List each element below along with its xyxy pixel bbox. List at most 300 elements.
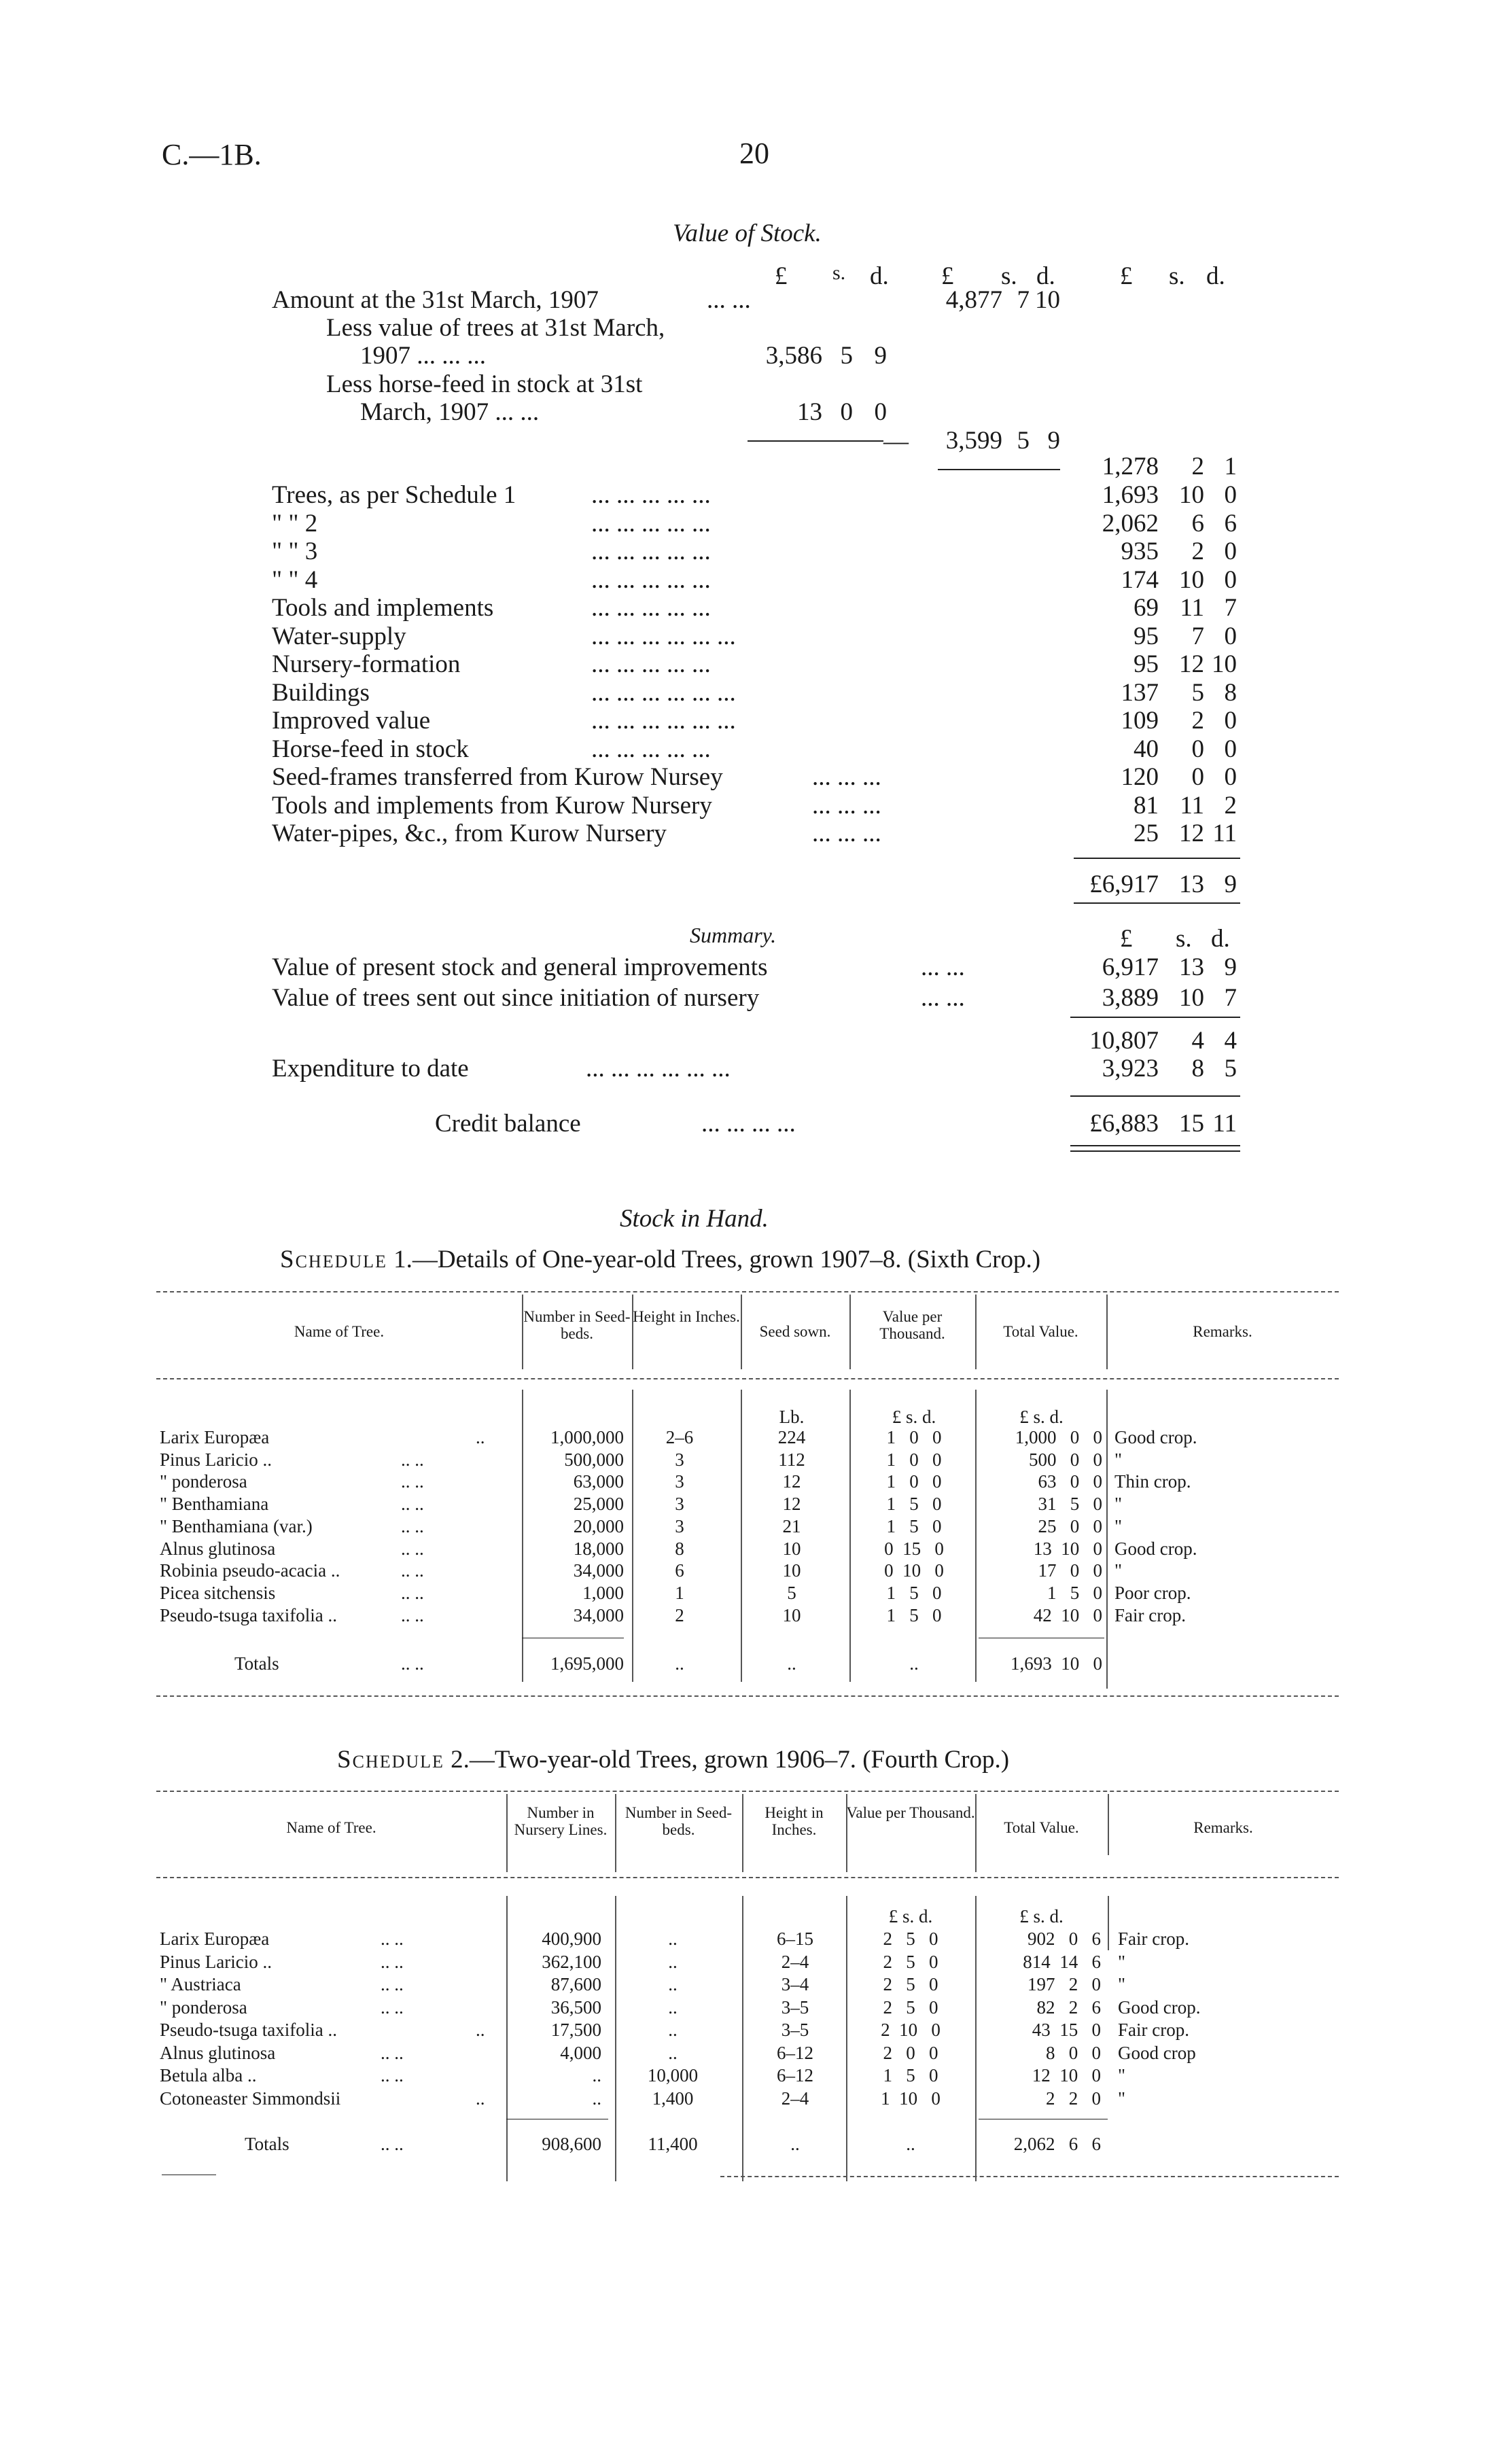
amount-dots: ... ... bbox=[707, 286, 751, 314]
schedule2-total: 8 0 0 bbox=[1046, 2042, 1101, 2063]
schedule1-remarks: " bbox=[1114, 1515, 1123, 1536]
schedule1-total: 31 5 0 bbox=[1038, 1494, 1102, 1515]
schedule1-leader-dots: .. .. bbox=[401, 1604, 424, 1625]
less-total-shillings: 5 bbox=[1017, 427, 1030, 455]
schedule1-total: 25 0 0 bbox=[1038, 1515, 1102, 1536]
schedule2-tree-name: Betula alba .. bbox=[160, 2065, 257, 2085]
schedule1-tree-name: " Benthamiana bbox=[160, 1494, 269, 1515]
schedule2-bottom-rule bbox=[720, 2176, 1339, 2177]
expenditure-pence: 5 bbox=[1224, 1055, 1237, 1083]
stock-item-dots: ... ... ... ... ... ... bbox=[591, 707, 736, 735]
schedule1-remarks: " bbox=[1114, 1449, 1123, 1470]
credit-double-rule-1 bbox=[1070, 1145, 1240, 1146]
schedule2-value: 2 5 0 bbox=[883, 1996, 938, 2018]
schedule2-column-divider bbox=[846, 1896, 847, 2181]
schedule1-value: 1 5 0 bbox=[886, 1582, 942, 1603]
schedule2-lines: 87,600 bbox=[550, 1974, 601, 1994]
schedule1-tree-name: " ponderosa bbox=[160, 1471, 247, 1492]
schedule2-header: Value per Thousand. bbox=[846, 1804, 975, 1821]
amount-pounds: 4,877 bbox=[945, 286, 1002, 314]
schedule1-value: 1 5 0 bbox=[886, 1494, 942, 1515]
schedule2-leader-dots: .. .. bbox=[381, 1951, 404, 1972]
stock-item-pounds: 935 bbox=[1121, 538, 1159, 565]
stock-item-dots: ... ... ... ... ... bbox=[591, 565, 711, 594]
schedule2-height: 6–15 bbox=[777, 1929, 813, 1949]
schedule1-seed: 12 bbox=[782, 1494, 801, 1515]
schedule2-beds: .. bbox=[668, 1996, 678, 2018]
schedule2-lines: 362,100 bbox=[542, 1951, 601, 1972]
schedule1-header: Value per Thousand. bbox=[879, 1308, 945, 1342]
schedule1-seed: 224 bbox=[777, 1427, 806, 1447]
stock-item-dots: ... ... ... ... ... bbox=[591, 509, 711, 538]
schedule2-header-divider bbox=[975, 1794, 977, 1872]
stock-item-pence: 0 bbox=[1224, 763, 1237, 791]
schedule1-seed: 112 bbox=[778, 1449, 805, 1470]
stock-item-pounds: 137 bbox=[1121, 678, 1159, 707]
less-total-pence: 9 bbox=[1047, 427, 1060, 455]
schedule1-height: 3 bbox=[675, 1471, 684, 1492]
schedule2-height: 3–5 bbox=[781, 2020, 809, 2040]
stock-item-shillings: 10 bbox=[1179, 481, 1204, 509]
expenditure-pounds: 3,923 bbox=[1102, 1055, 1159, 1083]
schedule2-remarks: " bbox=[1118, 2088, 1126, 2109]
schedule2-total: 2 2 0 bbox=[1046, 2088, 1101, 2109]
schedule1-number: 34,000 bbox=[573, 1560, 624, 1581]
schedule1-number: 1,000 bbox=[582, 1582, 624, 1603]
schedule1-value: 0 10 0 bbox=[884, 1560, 944, 1581]
page-number: 20 bbox=[739, 137, 769, 170]
schedule1-remarks: " bbox=[1114, 1560, 1123, 1581]
schedule1-totals-label: Totals bbox=[234, 1653, 279, 1674]
schedule1-leader-dots: .. .. bbox=[401, 1582, 424, 1603]
summary-subtotal-pounds: 10,807 bbox=[1089, 1027, 1159, 1055]
schedule2-remarks: Good crop. bbox=[1118, 1996, 1201, 2018]
schedule2-leader-dots: .. .. bbox=[381, 2042, 404, 2063]
less-horse-line2: March, 1907 ... ... bbox=[360, 398, 540, 426]
schedule1-value: 1 5 0 bbox=[886, 1515, 942, 1536]
schedule1-header-divider bbox=[632, 1295, 633, 1369]
schedule1-leader-dots: .. .. bbox=[401, 1653, 424, 1674]
summary-row-pounds: 6,917 bbox=[1102, 953, 1159, 981]
stock-item-shillings: 12 bbox=[1179, 650, 1204, 678]
schedule2-lines: .. bbox=[592, 2065, 601, 2085]
schedule1-remarks: Thin crop. bbox=[1114, 1471, 1191, 1492]
stock-item-pounds: 95 bbox=[1134, 622, 1159, 650]
schedule1-unit-value: £ s. d. bbox=[892, 1407, 936, 1427]
less-horse-line1: Less horse-feed in stock at 31st bbox=[326, 370, 643, 398]
stock-item-pounds: 81 bbox=[1134, 791, 1159, 820]
total-pence: 9 bbox=[1224, 870, 1237, 898]
amount-label: Amount at the 31st March, 1907 bbox=[272, 286, 599, 314]
stock-item-shillings: 11 bbox=[1180, 791, 1204, 820]
balance-pounds: 1,278 bbox=[1102, 453, 1159, 480]
stock-item-label: Water-pipes, &c., from Kurow Nursery bbox=[272, 820, 667, 847]
schedule1-remarks: Poor crop. bbox=[1114, 1582, 1191, 1603]
schedule1-height: 6 bbox=[675, 1560, 684, 1581]
stock-item-pence: 6 bbox=[1224, 509, 1237, 538]
schedule1-totals-total: 1,693 10 0 bbox=[1011, 1653, 1102, 1674]
summary-row-dots: ... ... bbox=[921, 953, 965, 981]
schedule2-header-divider bbox=[506, 1794, 508, 1872]
schedule2-beds: .. bbox=[668, 1974, 678, 1994]
stock-item-dots: ... ... ... bbox=[812, 763, 881, 791]
less-trees-pounds: 3,586 bbox=[765, 342, 822, 370]
less-trees-shillings: 5 bbox=[840, 342, 853, 370]
stock-item-label: " " 2 bbox=[272, 509, 318, 538]
schedule2-value: 2 5 0 bbox=[883, 1974, 938, 1994]
schedule1-leader-dots: .. .. bbox=[401, 1538, 424, 1559]
credit-rule bbox=[1070, 1095, 1240, 1097]
stock-item-dots: ... ... ... ... ... bbox=[591, 735, 711, 763]
schedule2-lines: 36,500 bbox=[550, 1996, 601, 2018]
schedule2-height: 6–12 bbox=[777, 2042, 813, 2063]
stock-item-shillings: 0 bbox=[1191, 735, 1204, 763]
stock-item-dots: ... ... ... bbox=[812, 820, 881, 847]
schedule2-leader-dots: .. .. bbox=[381, 1996, 404, 2018]
schedule2-unit-total: £ s. d. bbox=[1019, 1906, 1064, 1926]
document-code: C.—1B. bbox=[162, 138, 262, 171]
schedule1-height: 1 bbox=[675, 1582, 684, 1603]
schedule2-leader-dots: .. bbox=[476, 2088, 485, 2109]
schedule2-lines: 400,900 bbox=[542, 1929, 601, 1949]
schedule1-header: Seed sown. bbox=[759, 1323, 831, 1340]
schedule1-caption: Schedule 1.—Details of One-year-old Trees, grown 1907–8. (Sixth Crop.) bbox=[280, 1246, 1041, 1273]
schedule1-leader-dots: .. .. bbox=[401, 1471, 424, 1492]
schedule1-total: 500 0 0 bbox=[1029, 1449, 1102, 1470]
schedule2-tree-name: Cotoneaster Simmondsii bbox=[160, 2088, 341, 2109]
schedule1-height: 2 bbox=[675, 1604, 684, 1625]
summary-rule bbox=[1070, 1017, 1240, 1018]
schedule1-tree-name: Pinus Laricio .. bbox=[160, 1449, 272, 1470]
schedule1-unit-seed: Lb. bbox=[779, 1407, 805, 1427]
schedule2-lines: 17,500 bbox=[550, 2020, 601, 2040]
schedule2-totals-value: .. bbox=[906, 2134, 915, 2154]
schedule1-leader-dots: .. .. bbox=[401, 1449, 424, 1470]
schedule2-column-divider bbox=[1108, 1896, 1109, 1950]
schedule2-height: 3–4 bbox=[781, 1974, 809, 1994]
schedule1-seed: 10 bbox=[782, 1604, 801, 1625]
stock-item-label: " " 3 bbox=[272, 538, 318, 565]
stock-item-dots: ... ... ... ... ... ... bbox=[591, 678, 736, 707]
schedule1-leader-dots: .. .. bbox=[401, 1494, 424, 1515]
schedule1-tree-name: Alnus glutinosa bbox=[160, 1538, 276, 1559]
schedule2-header-divider bbox=[615, 1794, 616, 1872]
schedule2-value: 2 10 0 bbox=[881, 2020, 941, 2040]
less-horse-pence: 0 bbox=[874, 398, 887, 426]
less-total-pounds: 3,599 bbox=[945, 427, 1002, 455]
schedule1-tree-name: Picea sitchensis bbox=[160, 1582, 276, 1603]
schedule1-seed: 5 bbox=[787, 1582, 796, 1603]
credit-pounds: £6,883 bbox=[1089, 1110, 1159, 1138]
stock-item-dots: ... ... ... ... ... bbox=[591, 594, 711, 622]
summary-row-shillings: 13 bbox=[1179, 953, 1204, 981]
stock-item-pence: 10 bbox=[1212, 650, 1237, 678]
stock-item-pence: 8 bbox=[1224, 678, 1237, 707]
stock-item-pence: 2 bbox=[1224, 791, 1237, 820]
stock-item-label: Seed-frames transferred from Kurow Nursey bbox=[272, 763, 723, 791]
stock-item-pounds: 2,062 bbox=[1102, 509, 1159, 538]
stock-item-shillings: 6 bbox=[1191, 509, 1204, 538]
stock-item-pence: 7 bbox=[1224, 594, 1237, 622]
schedule1-total: 63 0 0 bbox=[1038, 1471, 1102, 1492]
credit-pence: 11 bbox=[1212, 1110, 1237, 1138]
stock-item-pounds: 95 bbox=[1134, 650, 1159, 678]
summary-row-label: Value of present stock and general improvements bbox=[272, 953, 768, 981]
summary-subtotal-pence: 4 bbox=[1224, 1027, 1237, 1055]
schedule1-header-divider bbox=[849, 1295, 851, 1369]
less-trees-line2: 1907 ... ... ... bbox=[360, 342, 486, 370]
schedule1-remarks: Good crop. bbox=[1114, 1538, 1197, 1559]
stock-item-pounds: 109 bbox=[1121, 707, 1159, 735]
amount-shillings: 7 bbox=[1017, 286, 1030, 314]
schedule1-header-divider bbox=[522, 1295, 523, 1369]
schedule1-column-divider bbox=[975, 1390, 977, 1682]
schedule1-header: Height in Inches. bbox=[633, 1308, 740, 1325]
stock-item-dots: ... ... ... ... ... bbox=[591, 481, 711, 509]
expenditure-shillings: 8 bbox=[1191, 1055, 1204, 1083]
schedule2-header: Height in Inches. bbox=[765, 1804, 824, 1838]
schedule1-seed: 10 bbox=[782, 1560, 801, 1581]
schedule2-lines: 4,000 bbox=[560, 2042, 601, 2063]
schedule1-height: 3 bbox=[675, 1449, 684, 1470]
schedule2-value: 2 0 0 bbox=[883, 2042, 938, 2063]
stock-item-label: Tools and implements bbox=[272, 594, 494, 622]
total-pounds: £6,917 bbox=[1089, 870, 1159, 898]
schedule1-tree-name: Pseudo-tsuga taxifolia .. bbox=[160, 1604, 337, 1625]
stock-item-dots: ... ... ... ... ... bbox=[591, 538, 711, 565]
schedule2-header-divider bbox=[1108, 1794, 1109, 1855]
stock-item-pounds: 120 bbox=[1121, 763, 1159, 791]
schedule2-header-divider bbox=[742, 1794, 743, 1872]
balance-pence: 1 bbox=[1224, 453, 1237, 480]
schedule2-tree-name: " Austriaca bbox=[160, 1974, 241, 1994]
schedule1-tree-name: " Benthamiana (var.) bbox=[160, 1515, 313, 1536]
schedule2-beds: .. bbox=[668, 2020, 678, 2040]
schedule2-total: 12 10 0 bbox=[1032, 2065, 1101, 2085]
schedule2-totals-beds: 11,400 bbox=[648, 2134, 698, 2154]
stock-item-pence: 0 bbox=[1224, 565, 1237, 594]
schedule2-beds: 1,400 bbox=[652, 2088, 694, 2109]
stock-item-label: Water-supply bbox=[272, 622, 406, 650]
stock-item-pounds: 69 bbox=[1134, 594, 1159, 622]
balance-rule bbox=[938, 469, 1060, 470]
schedule1-totals-height: .. bbox=[675, 1653, 684, 1674]
schedule2-value: 2 5 0 bbox=[883, 1929, 938, 1949]
schedule2-column-divider bbox=[975, 1896, 977, 2181]
stock-item-dots: ... ... ... ... ... ... bbox=[591, 622, 736, 650]
stock-item-label: Trees, as per Schedule 1 bbox=[272, 481, 516, 509]
credit-double-rule-2 bbox=[1070, 1150, 1240, 1152]
schedule1-totals-number: 1,695,000 bbox=[550, 1653, 624, 1674]
stock-item-dots: ... ... ... bbox=[812, 791, 881, 820]
stock-item-label: Tools and implements from Kurow Nursery bbox=[272, 791, 712, 820]
schedule2-value: 2 5 0 bbox=[883, 1951, 938, 1972]
summary-row-pence: 9 bbox=[1224, 953, 1237, 981]
schedule2-caption: Schedule 2.—Two-year-old Trees, grown 1906–7. (Fourth Crop.) bbox=[337, 1746, 1010, 1774]
schedule1-value: 1 0 0 bbox=[886, 1427, 942, 1447]
schedule2-leader-dots: .. .. bbox=[381, 1929, 404, 1949]
schedule1-number: 500,000 bbox=[564, 1449, 624, 1470]
schedule2-leader-dots: .. .. bbox=[381, 1974, 404, 1994]
schedule1-column-divider bbox=[1106, 1390, 1108, 1689]
schedule2-height: 2–4 bbox=[781, 1951, 809, 1972]
schedule2-remarks: Good crop bbox=[1118, 2042, 1196, 2063]
schedule2-tree-name: Pseudo-tsuga taxifolia .. bbox=[160, 2020, 337, 2040]
schedule1-header: Name of Tree. bbox=[294, 1323, 385, 1340]
schedule1-value: 1 0 0 bbox=[886, 1471, 942, 1492]
schedule1-header: Remarks. bbox=[1193, 1323, 1252, 1340]
schedule1-total: 42 10 0 bbox=[1033, 1604, 1102, 1625]
less-trees-line1: Less value of trees at 31st March, bbox=[326, 314, 665, 342]
schedule1-unit-total: £ s. d. bbox=[1019, 1407, 1064, 1427]
schedule2-value: 1 5 0 bbox=[883, 2065, 938, 2085]
schedule1-header-rule bbox=[156, 1378, 1339, 1379]
schedule1-total: 1,000 0 0 bbox=[1015, 1427, 1102, 1447]
total-rule bbox=[1074, 858, 1240, 859]
stock-item-pence: 11 bbox=[1212, 820, 1237, 847]
schedule2-unit-value: £ s. d. bbox=[888, 1906, 933, 1926]
less-subtotal-rule bbox=[748, 440, 883, 442]
summary-header-d: d. bbox=[1211, 925, 1230, 953]
schedule2-remarks: " bbox=[1118, 1951, 1126, 1972]
schedule1-leader-dots: .. .. bbox=[401, 1515, 424, 1536]
schedule1-column-divider bbox=[849, 1390, 851, 1682]
summary-subtotal-shillings: 4 bbox=[1191, 1027, 1204, 1055]
schedule1-number: 20,000 bbox=[573, 1515, 624, 1536]
stock-item-pence: 0 bbox=[1224, 707, 1237, 735]
schedule1-totals-value: .. bbox=[909, 1653, 919, 1674]
credit-label: Credit balance bbox=[435, 1110, 581, 1138]
schedule2-tree-name: Pinus Laricio .. bbox=[160, 1951, 272, 1972]
schedule2-beds: .. bbox=[668, 2042, 678, 2063]
schedule2-totals-height: .. bbox=[790, 2134, 800, 2154]
schedule1-total: 1 5 0 bbox=[1047, 1582, 1102, 1603]
schedule1-value: 0 15 0 bbox=[884, 1538, 944, 1559]
schedule2-beds: .. bbox=[668, 1951, 678, 1972]
schedule2-leader-dots: .. .. bbox=[381, 2065, 404, 2085]
stock-item-pounds: 1,693 bbox=[1102, 481, 1159, 509]
summary-row-dots: ... ... bbox=[921, 984, 965, 1012]
expenditure-label: Expenditure to date bbox=[272, 1055, 469, 1083]
summary-row-shillings: 10 bbox=[1179, 984, 1204, 1012]
schedule1-number: 25,000 bbox=[573, 1494, 624, 1515]
total-underline bbox=[1074, 902, 1240, 904]
stock-item-dots: ... ... ... ... ... bbox=[591, 650, 711, 678]
credit-shillings: 15 bbox=[1179, 1110, 1204, 1138]
schedule2-totals-total: 2,062 6 6 bbox=[1013, 2134, 1101, 2154]
stock-item-label: Improved value bbox=[272, 707, 431, 735]
schedule1-header-divider bbox=[741, 1295, 742, 1369]
stock-item-pounds: 25 bbox=[1134, 820, 1159, 847]
schedule1-top-rule bbox=[156, 1291, 1339, 1292]
stock-item-pounds: 40 bbox=[1134, 735, 1159, 763]
schedule2-leader-dots: .. .. bbox=[381, 2134, 404, 2154]
summary-row-pence: 7 bbox=[1224, 984, 1237, 1012]
less-trees-pence: 9 bbox=[874, 342, 887, 370]
schedule2-leader-dots: .. bbox=[476, 2020, 485, 2040]
schedule1-leader-dots: .. bbox=[476, 1427, 485, 1447]
stock-in-hand-title: Stock in Hand. bbox=[620, 1205, 769, 1233]
summary-row-pounds: 3,889 bbox=[1102, 984, 1159, 1012]
schedule2-remarks: " bbox=[1118, 1974, 1126, 1994]
schedule2-value: 1 10 0 bbox=[881, 2088, 941, 2109]
total-shillings: 13 bbox=[1179, 870, 1204, 898]
schedule1-value: 1 5 0 bbox=[886, 1604, 942, 1625]
less-horse-shillings: 0 bbox=[840, 398, 853, 426]
schedule1-height: 3 bbox=[675, 1494, 684, 1515]
schedule1-seed: 10 bbox=[782, 1538, 801, 1559]
schedule1-remarks: Fair crop. bbox=[1114, 1604, 1186, 1625]
schedule1-header: Total Value. bbox=[1003, 1323, 1078, 1340]
schedule1-height: 3 bbox=[675, 1515, 684, 1536]
schedule2-header: Number in Nursery Lines. bbox=[514, 1804, 608, 1838]
schedule2-remarks: Fair crop. bbox=[1118, 1929, 1189, 1949]
stock-item-pounds: 174 bbox=[1121, 565, 1159, 594]
less-horse-pounds: 13 bbox=[797, 398, 822, 426]
credit-dots: ... ... ... ... bbox=[701, 1110, 796, 1138]
schedule1-total: 17 0 0 bbox=[1038, 1560, 1102, 1581]
schedule1-total: 13 10 0 bbox=[1033, 1538, 1102, 1559]
stock-item-shillings: 10 bbox=[1179, 565, 1204, 594]
stock-item-label: Nursery-formation bbox=[272, 650, 461, 678]
schedule1-height: 2–6 bbox=[665, 1427, 694, 1447]
stock-item-shillings: 11 bbox=[1180, 594, 1204, 622]
schedule2-total: 82 2 6 bbox=[1036, 1996, 1101, 2018]
schedule2-header: Name of Tree. bbox=[286, 1819, 376, 1836]
balance-shillings: 2 bbox=[1191, 453, 1204, 480]
schedule2-remarks: Fair crop. bbox=[1118, 2020, 1189, 2040]
schedule1-header: Number in Seed-beds. bbox=[523, 1308, 631, 1342]
summary-row-label: Value of trees sent out since initiation of nursery bbox=[272, 984, 760, 1012]
schedule1-bottom-rule bbox=[156, 1695, 1339, 1697]
schedule2-total: 43 15 0 bbox=[1032, 2020, 1101, 2040]
schedule1-remarks: Good crop. bbox=[1114, 1427, 1197, 1447]
schedule1-column-divider bbox=[741, 1390, 742, 1682]
schedule2-column-divider bbox=[742, 1896, 743, 2181]
schedule1-seed: 12 bbox=[782, 1471, 801, 1492]
schedule1-value: 1 0 0 bbox=[886, 1449, 942, 1470]
schedule1-header-divider bbox=[1106, 1295, 1108, 1369]
stock-item-pence: 0 bbox=[1224, 481, 1237, 509]
amount-pence: 10 bbox=[1035, 286, 1060, 314]
schedule1-header-divider bbox=[975, 1295, 977, 1369]
schedule2-total: 902 0 6 bbox=[1027, 1929, 1101, 1949]
summary-title: Summary. bbox=[690, 923, 777, 947]
stock-item-pence: 0 bbox=[1224, 735, 1237, 763]
schedule2-remarks: " bbox=[1118, 2065, 1126, 2085]
schedule2-header-rule bbox=[156, 1877, 1339, 1878]
stock-item-shillings: 12 bbox=[1179, 820, 1204, 847]
schedule1-number: 1,000,000 bbox=[550, 1427, 624, 1447]
stock-item-label: Horse-feed in stock bbox=[272, 735, 469, 763]
schedule2-total: 197 2 0 bbox=[1027, 1974, 1101, 1994]
schedule1-seed: 21 bbox=[782, 1515, 801, 1536]
summary-header-pound: £ bbox=[1120, 925, 1133, 953]
schedule2-tree-name: Larix Europæa bbox=[160, 1929, 270, 1949]
stock-item-shillings: 0 bbox=[1191, 763, 1204, 791]
schedule2-header: Number in Seed-beds. bbox=[625, 1804, 733, 1838]
schedule1-number: 18,000 bbox=[573, 1538, 624, 1559]
schedule2-height: 6–12 bbox=[777, 2065, 813, 2085]
stock-item-shillings: 2 bbox=[1191, 707, 1204, 735]
schedule1-leader-dots: .. .. bbox=[401, 1560, 424, 1581]
schedule1-number: 34,000 bbox=[573, 1604, 624, 1625]
value-of-stock-title: Value of Stock. bbox=[673, 219, 822, 247]
stock-item-pence: 0 bbox=[1224, 622, 1237, 650]
expenditure-dots: ... ... ... ... ... ... bbox=[586, 1055, 731, 1083]
stock-item-shillings: 2 bbox=[1191, 538, 1204, 565]
schedule1-remarks: " bbox=[1114, 1494, 1123, 1515]
